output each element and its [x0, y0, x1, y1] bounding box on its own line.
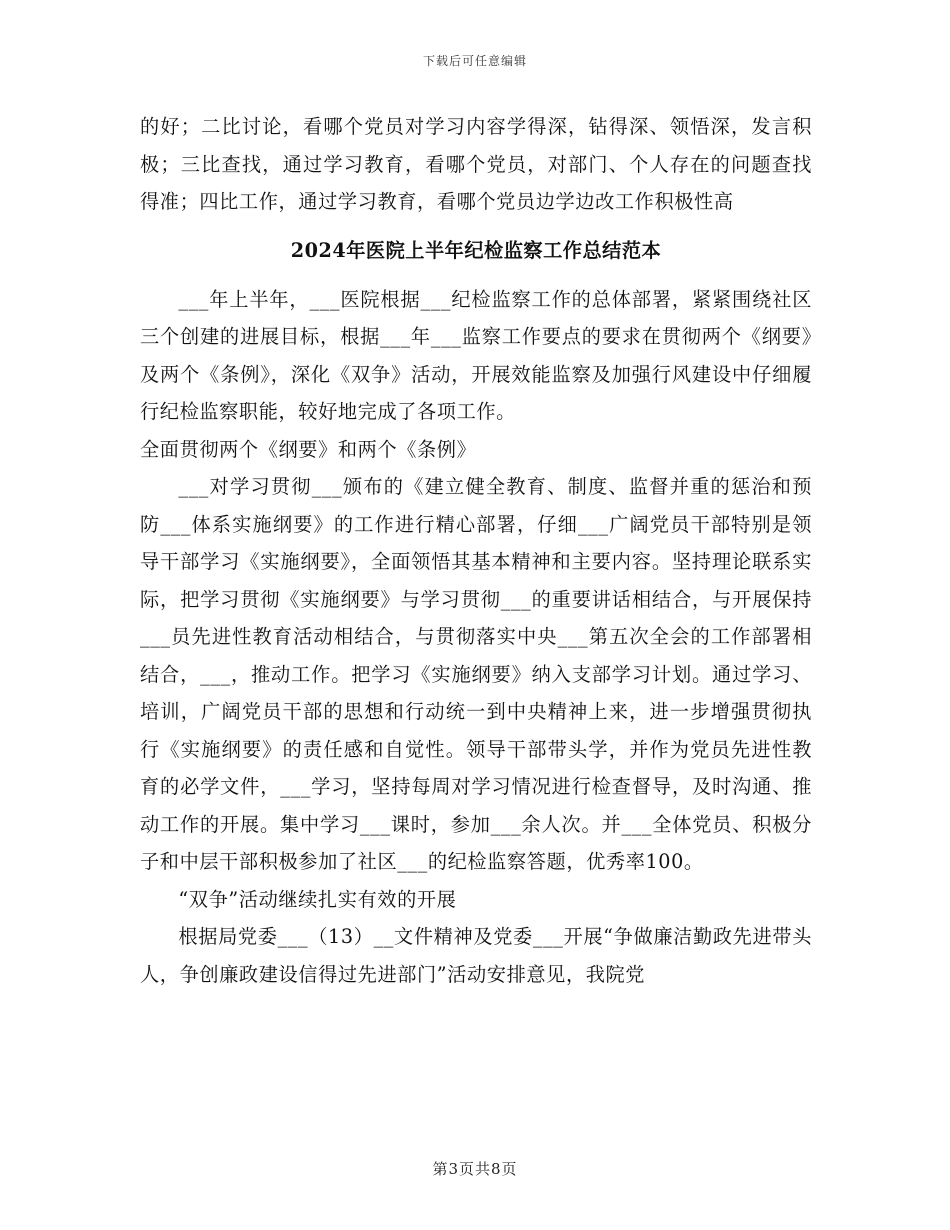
section-heading-1: 全面贯彻两个《纲要》和两个《条例》 [140, 437, 477, 461]
body-paragraph-3: 根据局党委___（13）__文件精神及党委___开展“争做廉洁勤政先进带头人，争创廉政建设信得过先进部门”活动安排意见，我院党 [140, 925, 812, 986]
document-body [140, 108, 812, 993]
page-number: 第3页共8页 [432, 1160, 518, 1178]
document-title: 2024年医院上半年纪检监察工作总结范本 [290, 238, 662, 262]
body-paragraph-1: ___年上半年，___医院根据___纪检监察工作的总体部署，紧紧围绕社区三个创建的进展目标，根据___年___监察工作要点的要求在贯彻两个《纲要》及两个《条例》，深化《双争》活动，开展效能监察及加强行风建设中仔细履行纪检监察职能，较好地完成了各项工作。 [140, 287, 812, 423]
intro-paragraph: 的好；二比讨论，看哪个党员对学习内容学得深，钻得深、领悟深，发言积极；三比查找，通过学习教育，看哪个党员，对部门、个人存在的问题查找得准；四比工作，通过学习教育，看哪个党员边学边改工作积极性高 [140, 115, 812, 213]
page-header-note: 下载后可任意编辑 [422, 54, 527, 68]
body-paragraph-2: ___对学习贯彻___颁布的《建立健全教育、制度、监督并重的惩治和预防___体系实施纲要》的工作进行精心部署，仔细___广阔党员干部特别是领导干部学习《实施纲要》，全面领悟其基本精神和主要内容。坚持理论联系实际，把学习贯彻《实施纲要》与学习贯彻___的重要讲话相结合，与开展保持___员先进性教育活动相结合，与贯彻落实中央___第五次全会的工作部署相结合，___，推动工作。把学习《实施纲要》纳入支部学习计划。通过学习、培训，广阔党员干部的思想和行动统一到中央精神上来，进一步增强贯彻执行《实施纲要》的责任感和自觉性。领导干部带头学，并作为党员先进性教育的必学文件，___学习，坚持每周对学习情况进行检查督导，及时沟通、推动工作的开展。集中学习___课时，参加___余人次。并___全体党员、积极分子和中层干部积极参加了社区___的纪检监察答题，优秀率100。 [140, 475, 812, 873]
section-heading-2: “双争”活动继续扎实有效的开展 [178, 887, 457, 911]
